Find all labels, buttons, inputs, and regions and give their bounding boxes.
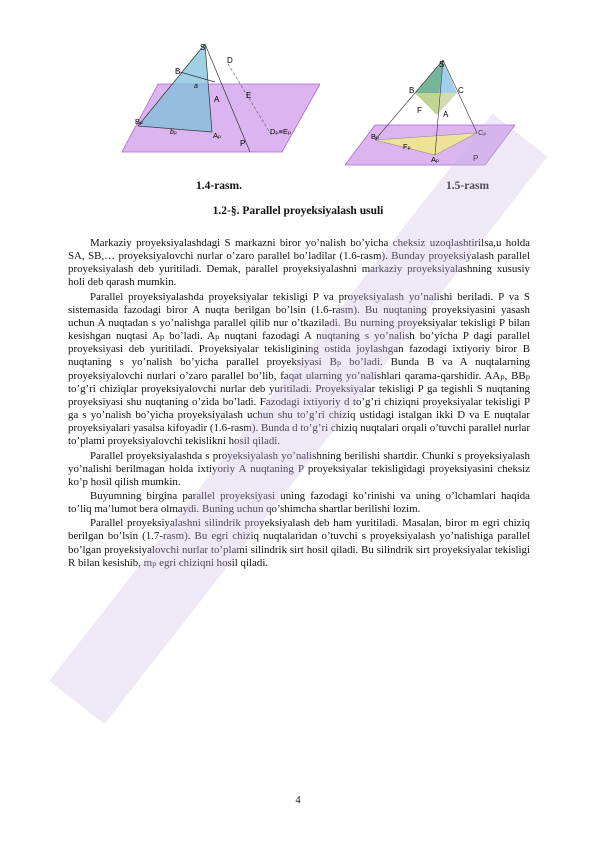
page-number: 4 xyxy=(295,795,301,806)
section-heading: 1.2-§. Parallel proyeksiyalash usuli xyxy=(212,205,384,217)
label-d: D xyxy=(227,56,233,65)
label-f: F xyxy=(417,106,422,115)
projecting-triangle xyxy=(138,44,212,132)
label-cp: Cₚ xyxy=(478,128,487,137)
paragraph-5: Parallel proyeksiyalashni silindrik proyeksiyalash deb ham yuritiladi. Masalan, biror m egri chiziq berilgan bo’lsin (1.7-rasm). Bu egri chiziq nuqtalaridan o’tuvchi s proyeksiyalash yo’nalishiga parallel bo’lgan proyeksiyalovchi nurlar to’plami silindrik sirt hosil qiladi. Bu silindrik sirt proyeksiyalar tekisligi R bilan kesishib, mₚ egri chiziqni hosil qiladi. xyxy=(68,517,530,569)
paragraph-3: Parallel proyeksiyalashda s proyeksiyalash yo’nalishning berilishi shartdir. Chunki s proyeksiyalash yo’nalishi berilmagan holda ixtiyoriy A nuqtaning P proyeksiyalar tekisligidagi proyeksiyasini cheksiz ko’p hosil qilish mumkin. xyxy=(68,449,530,488)
label-p: P xyxy=(240,139,246,148)
label-p: P xyxy=(473,154,479,163)
label-fp: Fₚ xyxy=(403,142,411,151)
label-e: E xyxy=(246,91,252,100)
paragraph-4: Buyumning birgina parallel proyeksiyasi uning fazodagi ko’rinishi va uning o’lchamlari haqida to’liq ma’lumot bera olmaydi. Buning uchun qo’shimcha shartlar berilishi lozim. xyxy=(68,489,530,516)
label-bp: Bₚ xyxy=(135,117,144,126)
label-a: A xyxy=(443,110,449,119)
figure-1-4 xyxy=(120,42,320,162)
label-a-lower: a xyxy=(194,83,198,90)
label-s: S xyxy=(200,43,206,52)
paragraph-2: Parallel proyeksiyalashda proyeksiyalar tekisligi P va proyeksiyalash yo’nalishi beriladi. P va S sistemasida fazodagi biror A nuqta berilgan bo’lsin (1.6-rasm). Bu nuqtaning proyeksiyasini yasash uchun A nuqtadan s yo’nalishga parallel qilib nur o’tkaziladi. Bu nurning proyeksiyalar tekisligi P bilan kesishgan nuqtasi Aₚ bo’ladi. Aₚ nuqtani fazodagi A nuqtaning s yo’nalish bo’yicha P dagi parallel proyeksiyasi deb yuritiladi. Proyeksiyalar tekisligining ostida joylashgan fazodagi ixtiyoriy biror B nuqtaning s yo’nalish bo’yicha parallel proyeksiyasi Bₚ bo’ladi. Bunda B va A nuqtalarning proyeksiyalovchi nurlari o’zaro parallel bo’lib, faqat ularning yo’nalishlari qarama-qarshidir. AAₚ, BBₚ to’g’ri chiziqlar proyeksiyalovchi nurlar deb yuritiladi. Proyeksiyalar tekisligi P ga tegishli S nuqtaning proyeksiyasi shu nuqtaning o’zida bo’ladi. Fazodagi ixtiyoriy d to’g’ri chiziqni proyeksiyalar tekisligi P ga s yo’nalish bo’yicha proyeksiyalash uchun shu to’g’ri chiziq ustidagi istalgan ikki D va E nuqtalar proyeksiyalari yasalsa kifoyadir (1.6-rasm). Bunda d to’g’ri chiziq nuqtalari orqali o’tuvchi parallel nurlar to’plami proyeksiyalovchi tekislikni hosil qiladi. xyxy=(68,290,530,448)
label-b: B xyxy=(175,67,181,76)
label-a: A xyxy=(214,95,220,104)
label-bp-lower: bₚ xyxy=(170,129,177,136)
label-b: B xyxy=(409,86,415,95)
figure-1-5 xyxy=(345,55,515,170)
label-dp-ep: Dₚ≡Eₚ xyxy=(270,127,292,136)
label-ap: Aₚ xyxy=(213,131,222,140)
body-text xyxy=(68,237,530,571)
label-s: S xyxy=(439,60,445,69)
figure-caption-1-5: 1.5-rasm xyxy=(446,180,490,192)
figure-caption-1-4: 1.4-rasm. xyxy=(196,180,242,192)
label-c: C xyxy=(458,86,464,95)
label-ap: Aₚ xyxy=(431,155,440,164)
paragraph-1: Markaziy proyeksiyalashdagi S markazni biror yo’nalish bo’yicha cheksiz uzoqlashtirilsa,u holda SA, SB,… proyeksiyalovchi nurlar o’zaro parallel bo’ladilar (1.6-rasm). Bunday proyeksiyalash parallel proyeksiyalash deb yuritiladi. Demak, parallel proyeksiyalashni markaziy proyeksiyalashning xususiy holi deb qarash mumkin. xyxy=(68,237,530,289)
label-bp: Bₚ xyxy=(371,132,380,141)
